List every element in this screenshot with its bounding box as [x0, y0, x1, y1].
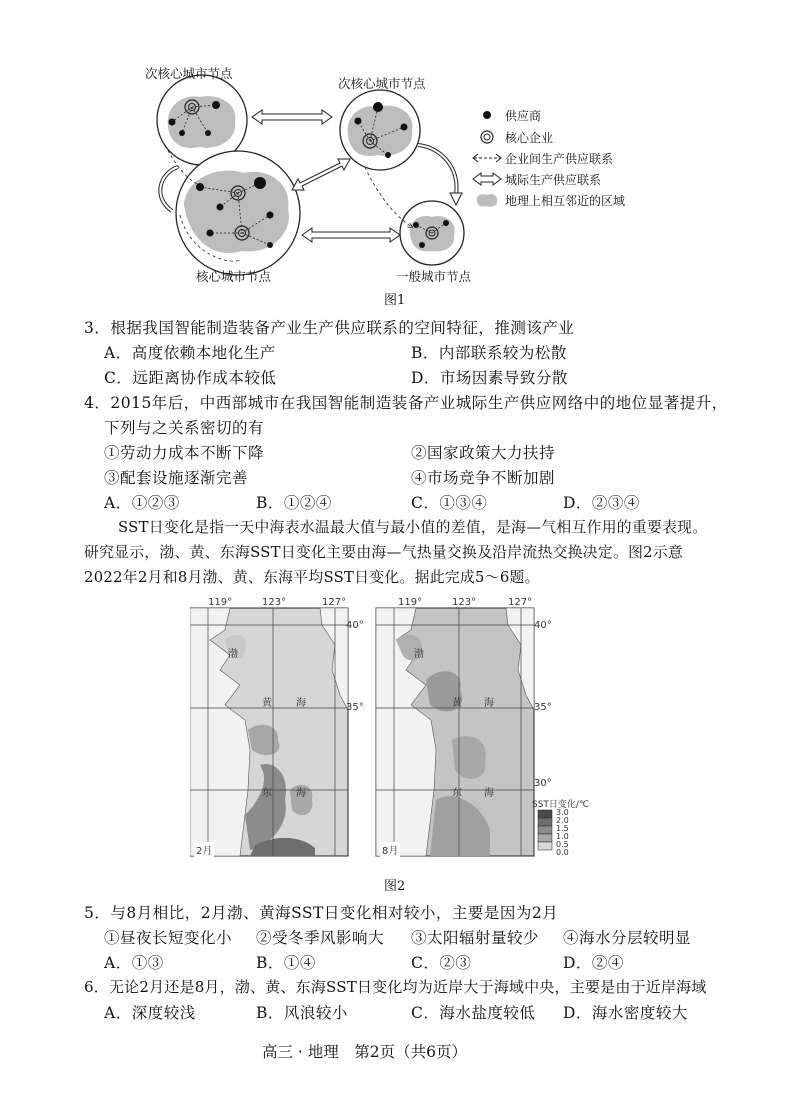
- sea-label-hai-right: 海: [484, 698, 494, 709]
- q6-option-b[interactable]: B．风浪较小: [256, 1004, 348, 1022]
- q3-stem: 3．根据我国智能制造装备产业生产供应联系的空间特征，推测该产业: [84, 319, 575, 337]
- q5-option-c[interactable]: C．②③: [411, 954, 472, 972]
- q4-statement-1: ①劳动力成本不断下降: [104, 444, 265, 462]
- gray-blob-icon: [477, 194, 497, 207]
- double-circle-icon: [481, 131, 493, 143]
- sea-label-bo-left: 渤: [228, 649, 238, 660]
- lat-label-35-left: 35°: [346, 702, 364, 713]
- sst-map-aug: [376, 608, 534, 856]
- q4-statement-3: ③配套设施逐渐完善: [104, 469, 249, 487]
- lon-label-123-left: 123°: [262, 597, 287, 608]
- label-sub-core-right: 次核心城市节点: [338, 76, 426, 91]
- sea-label-hai-left: 海: [296, 698, 306, 709]
- lon-label-123-right: 123°: [452, 597, 477, 608]
- lon-label-127-right: 127°: [508, 597, 533, 608]
- q4-statement-4: ④市场竞争不断加剧: [411, 469, 556, 487]
- lat-label-35-right: 35°: [534, 702, 552, 713]
- q5-stem: 5．与8月相比，2月渤、黄海SST日变化相对较小，主要是因为2月: [84, 904, 559, 922]
- core-node: [176, 151, 300, 275]
- sst-legend-title: SST日变化/℃: [532, 800, 590, 810]
- sea-label-dong-right: 东: [452, 788, 462, 799]
- figure-2-caption: 图2: [384, 879, 406, 894]
- map-tag-feb: 2月: [194, 842, 214, 857]
- sst-legend: [538, 810, 552, 850]
- sea-label-huang-right: 黄: [452, 698, 462, 709]
- label-sub-core-left: 次核心城市节点: [145, 66, 233, 81]
- sub-core-node-right: [340, 90, 420, 170]
- figure-1-caption: 图1: [384, 293, 406, 308]
- lat-label-40-left: 40°: [346, 620, 364, 631]
- dashed-arrow-icon: [473, 154, 501, 162]
- q4-option-c[interactable]: C．①③④: [411, 494, 488, 512]
- q6-option-c[interactable]: C．海水盐度较低: [411, 1004, 536, 1022]
- q3-option-b[interactable]: B．内部联系较为松散: [411, 344, 567, 362]
- q6-option-a[interactable]: A．深度较浅: [104, 1004, 196, 1022]
- sea-label-bo-right: 渤: [414, 649, 424, 660]
- legend-region: 地理上相互邻近的区域: [505, 194, 626, 208]
- q6-stem: 6．无论2月还是8月，渤、黄、东海SST日变化均为近岸大于海域中央，主要是由于近岸海域: [84, 978, 707, 996]
- q5-statement-4: ④海水分层较明显: [563, 929, 692, 947]
- lon-label-119-right: 119°: [398, 597, 423, 608]
- lon-label-127-left: 127°: [322, 597, 347, 608]
- sst-map-feb: [190, 608, 348, 856]
- label-general: 一般城市节点: [396, 269, 472, 284]
- lon-label-119-left: 119°: [208, 597, 233, 608]
- sea-label-dong-left: 东: [262, 788, 272, 799]
- lat-label-30-right: 30°: [534, 778, 552, 789]
- figure-2-maps: [190, 600, 590, 865]
- legend-supplier: 供应商: [505, 109, 542, 123]
- sst-legend-2-0: 2.0: [556, 816, 569, 825]
- sst-legend-0-5: 0.5: [556, 840, 569, 849]
- sea-label-hai2-right: 海: [484, 788, 494, 799]
- q5-option-b[interactable]: B．①④: [256, 954, 316, 972]
- figure-2: [190, 600, 590, 865]
- label-core: 核心城市节点: [196, 269, 272, 284]
- hollow-double-arrow-icon: [473, 173, 501, 185]
- q4-option-a[interactable]: A．①②③: [104, 494, 180, 512]
- general-node: [400, 201, 464, 265]
- passage-line-1: SST日变化是指一天中海表水温最大值与最小值的差值，是海—气相互作用的重要表现。: [118, 519, 708, 536]
- sst-legend-1-0: 1.0: [556, 832, 569, 841]
- legend-icons: [473, 111, 501, 207]
- q5-statement-2: ②受冬季风影响大: [256, 929, 385, 947]
- passage-line-2: 研究显示，渤、黄、东海SST日变化主要由海—气热量交换及沿岸流热交换决定。图2示意: [84, 544, 684, 561]
- q5-option-a[interactable]: A．①③: [104, 954, 164, 972]
- q4-statement-2: ②国家政策大力扶持: [411, 444, 556, 462]
- sst-legend-1-5: 1.5: [556, 824, 569, 833]
- sst-legend-3-0: 3.0: [556, 808, 569, 817]
- passage-line-3: 2022年2月和8月渤、黄、东海平均SST日变化。据此完成5～6题。: [84, 569, 540, 586]
- legend-core-enterprise: 核心企业: [505, 131, 554, 145]
- q3-option-a[interactable]: A．高度依赖本地化生产: [104, 344, 276, 362]
- filled-circle-icon: [483, 111, 491, 119]
- q5-statement-3: ③太阳辐射量较少: [411, 929, 540, 947]
- lat-label-40-right: 40°: [534, 620, 552, 631]
- map-tag-aug: 8月: [380, 842, 400, 857]
- q3-option-d[interactable]: D．市场因素导致分散: [411, 369, 568, 387]
- q4-option-d[interactable]: D．②③④: [563, 494, 640, 512]
- legend-enterprise-link: 企业间生产供应联系: [505, 152, 614, 166]
- sea-label-huang-left: 黄: [262, 698, 272, 709]
- q4-option-b[interactable]: B．①②④: [256, 494, 332, 512]
- q4-stem-line1: 4．2015年后，中西部城市在我国智能制造装备产业城际生产供应网络中的地位显著提升，: [84, 394, 728, 412]
- q6-option-d[interactable]: D．海水密度较大: [563, 1004, 688, 1022]
- q5-statement-1: ①昼夜长短变化小: [104, 929, 233, 947]
- q5-option-d[interactable]: D．②④: [563, 954, 624, 972]
- q4-stem-line2: 下列与之关系密切的有: [104, 419, 265, 437]
- q3-option-c[interactable]: C．远距离协作成本较低: [104, 369, 277, 387]
- sst-legend-0-0: 0.0: [556, 848, 569, 857]
- legend-intercity-link: 城际生产供应联系: [505, 173, 602, 187]
- page-footer: 高三 · 地理 第2页（共6页）: [262, 1043, 468, 1061]
- sea-label-hai2-left: 海: [296, 788, 306, 799]
- curved-arrow-left: [160, 167, 178, 211]
